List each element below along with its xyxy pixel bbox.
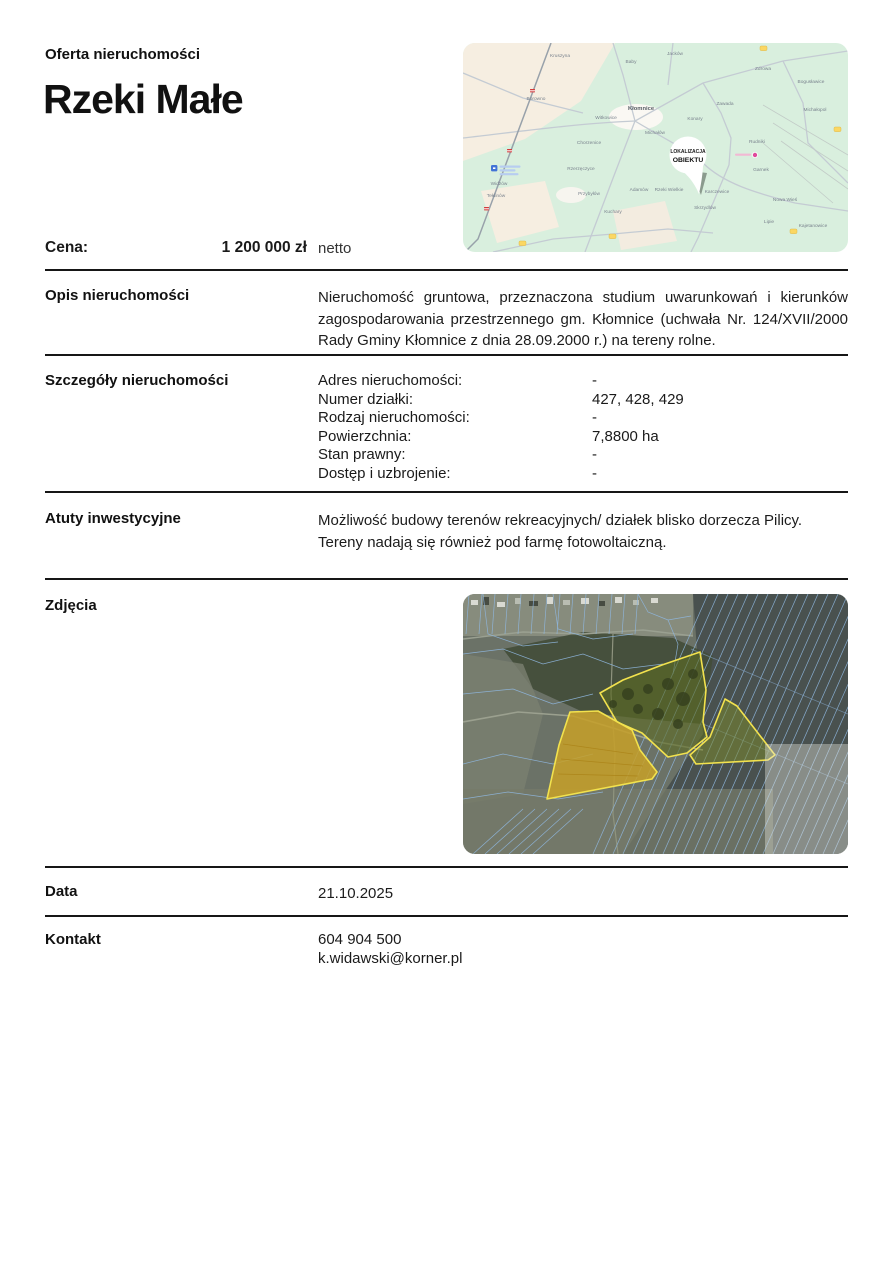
svg-text:Michałopol: Michałopol — [803, 108, 827, 113]
detail-label: Numer działki: — [318, 390, 414, 408]
detail-label: Rodzaj nieruchomości: — [318, 409, 470, 426]
detail-value: - — [592, 446, 597, 463]
svg-text:Rzerzęczyce: Rzerzęczyce — [567, 167, 595, 172]
svg-text:Chorzenice: Chorzenice — [576, 141, 602, 146]
section-heading-description: Opis nieruchomości — [45, 287, 190, 304]
detail-row-property-type — [318, 409, 848, 428]
location-map — [463, 43, 848, 252]
detail-value: 7,8800 ha — [592, 427, 659, 445]
svg-text:Kuchary: Kuchary — [604, 210, 622, 215]
detail-label: Dostęp i uzbrojenie: — [318, 464, 451, 482]
section-heading-date: Data — [45, 883, 78, 900]
detail-label: Stan prawny: — [318, 446, 406, 463]
detail-value: - — [592, 464, 597, 482]
svg-text:Baby: Baby — [625, 60, 637, 65]
svg-text:Witkowice: Witkowice — [595, 116, 617, 121]
svg-text:Borowno: Borowno — [526, 97, 546, 102]
divider — [45, 354, 848, 356]
svg-text:Rzeki Wielkie: Rzeki Wielkie — [654, 188, 684, 193]
description-text: Nieruchomość gruntowa, przeznaczona studium uwarunkowań i kierunków zagospodarowania przestrzennego gm. Kłomnice (uchwała Nr. 124/XVII/2000 Rady Gminy Kłomnice z dnia 28.09.2000 r.) na tereny rolne. — [318, 289, 848, 349]
divider — [45, 915, 848, 917]
section-heading-details: Szczegóły nieruchomości — [45, 372, 229, 389]
detail-row-plot-number — [318, 391, 848, 410]
svg-text:Jacków: Jacków — [667, 52, 683, 57]
satellite-graphic — [463, 594, 848, 854]
svg-text:Skrzydlów: Skrzydlów — [694, 206, 716, 211]
svg-text:LOKALIZACJA: LOKALIZACJA — [670, 149, 706, 155]
svg-text:Nowa Wieś: Nowa Wieś — [772, 198, 798, 203]
detail-value: 427, 428, 429 — [592, 390, 684, 408]
photo-light-overlay — [765, 744, 848, 854]
detail-row-address — [318, 372, 848, 391]
detail-row-access-utilities — [318, 465, 848, 484]
svg-text:Konary: Konary — [687, 117, 703, 122]
svg-text:Kłomnice: Kłomnice — [627, 106, 655, 112]
divider — [45, 866, 848, 868]
divider — [45, 578, 848, 580]
detail-row-area — [318, 428, 848, 447]
contact-block — [318, 931, 462, 968]
svg-text:Karczewice: Karczewice — [704, 190, 730, 195]
svg-text:Rudniki: Rudniki — [749, 140, 765, 145]
price-amount: 1 200 000 zł — [221, 239, 307, 256]
svg-text:Bogusławice: Bogusławice — [797, 80, 825, 85]
section-heading-contact: Kontakt — [45, 931, 101, 948]
svg-text:OBIEKTU: OBIEKTU — [672, 157, 704, 164]
detail-label: Powierzchnia: — [318, 427, 412, 445]
svg-text:Garnek: Garnek — [753, 168, 769, 173]
svg-text:Zawada: Zawada — [716, 102, 734, 107]
svg-text:Teklinów: Teklinów — [486, 194, 506, 199]
map-graphic — [463, 43, 848, 252]
svg-text:Widzów: Widzów — [490, 182, 508, 187]
document-kind-label: Oferta nieruchomości — [45, 46, 201, 63]
details-list — [318, 372, 848, 483]
detail-row-legal-status — [318, 446, 848, 465]
date-value: 21.10.2025 — [318, 885, 394, 902]
detail-value: - — [592, 372, 597, 389]
svg-text:Przybyłów: Przybyłów — [578, 192, 600, 197]
svg-text:Adamów: Adamów — [629, 188, 649, 193]
price-net-suffix: netto — [318, 240, 352, 257]
divider — [45, 269, 848, 271]
svg-text:Kruszyna: Kruszyna — [550, 54, 570, 59]
satellite-photo — [463, 594, 848, 854]
detail-value: - — [592, 409, 597, 426]
svg-text:Zdrowa: Zdrowa — [755, 67, 771, 72]
section-heading-assets: Atuty inwestycyjne — [45, 510, 181, 527]
section-heading-photos: Zdjęcia — [45, 597, 97, 614]
contact-email: k.widawski@korner.pl — [318, 949, 463, 967]
svg-text:Kajetanowice: Kajetanowice — [798, 224, 828, 229]
svg-text:Michałów: Michałów — [645, 131, 665, 136]
svg-text:Lipie: Lipie — [763, 220, 775, 225]
contact-phone: 604 904 500 — [318, 931, 402, 948]
price-label: Cena: — [45, 239, 89, 256]
divider — [45, 491, 848, 493]
assets-text: Możliwość budowy terenów rekreacyjnych/ działek blisko dorzecza Pilicy. Tereny nadają się również pod farmę fotowoltaiczną. — [318, 512, 803, 551]
page-title: Rzeki Małe — [43, 76, 243, 122]
detail-label: Adres nieruchomości: — [318, 372, 463, 389]
